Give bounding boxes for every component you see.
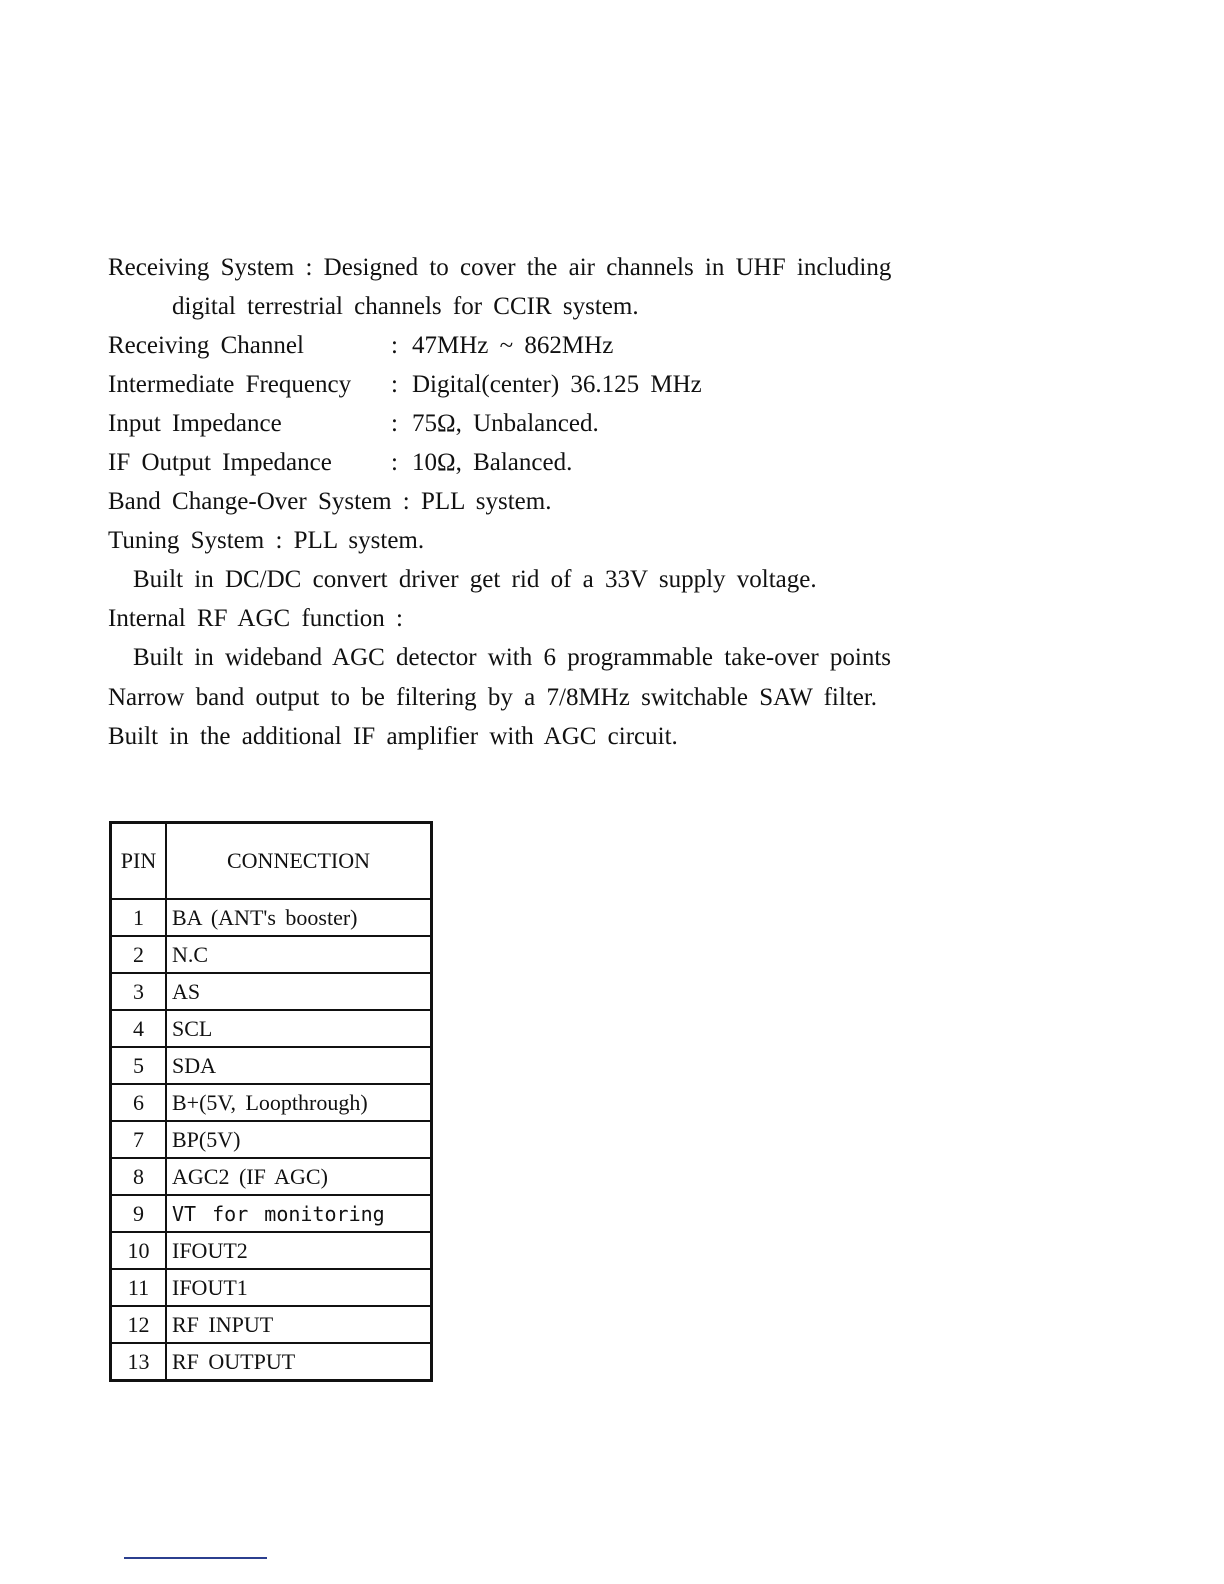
pin-connection: N.C bbox=[166, 936, 432, 973]
receiving-system-label: Receiving System : bbox=[108, 254, 313, 281]
table-row bbox=[111, 1010, 432, 1047]
pin-number: 1 bbox=[111, 899, 167, 936]
band-changeover-line: Band Change-Over System : PLL system. bbox=[108, 488, 552, 515]
table-row bbox=[111, 936, 432, 973]
table-row bbox=[111, 1195, 432, 1232]
pin-connection: AS bbox=[166, 973, 432, 1010]
pin-number: 13 bbox=[111, 1343, 167, 1381]
pin-connection: AGC2 (IF AGC) bbox=[166, 1158, 432, 1195]
receiving-channel-value: 47MHz ~ 862MHz bbox=[412, 332, 614, 359]
input-impedance-colon: : bbox=[391, 410, 398, 437]
intermediate-frequency-line bbox=[108, 365, 702, 404]
receiving-channel-colon: : bbox=[391, 332, 398, 359]
pin-connection: SCL bbox=[166, 1010, 432, 1047]
table-row bbox=[111, 1343, 432, 1381]
pin-number: 10 bbox=[111, 1232, 167, 1269]
additional-if-line: Built in the additional IF amplifier with AGC circuit. bbox=[108, 723, 678, 750]
pin-connection: B+(5V, Loopthrough) bbox=[166, 1084, 432, 1121]
table-row bbox=[111, 1121, 432, 1158]
table-row bbox=[111, 1158, 432, 1195]
pin-number: 11 bbox=[111, 1269, 167, 1306]
tuning-system-line: Tuning System : PLL system. bbox=[108, 527, 425, 554]
input-impedance-line bbox=[108, 404, 599, 443]
footnote-divider bbox=[124, 1557, 267, 1559]
receiving-system-text: Designed to cover the air channels in UHF including bbox=[323, 254, 892, 281]
pin-number: 9 bbox=[111, 1195, 167, 1232]
wideband-agc-line: Built in wideband AGC detector with 6 programmable take-over points bbox=[133, 644, 892, 671]
pin-connection: IFOUT1 bbox=[166, 1269, 432, 1306]
input-impedance-label: Input Impedance bbox=[108, 410, 282, 437]
pin-number: 5 bbox=[111, 1047, 167, 1084]
table-row bbox=[111, 1047, 432, 1084]
receiving-system-continuation: digital terrestrial channels for CCIR system. bbox=[172, 293, 639, 320]
pin-connection: BP(5V) bbox=[166, 1121, 432, 1158]
narrow-band-line: Narrow band output to be filtering by a 7/8MHz switchable SAW filter. bbox=[108, 684, 878, 711]
if-output-impedance-line bbox=[108, 443, 573, 482]
pin-number: 2 bbox=[111, 936, 167, 973]
intermediate-frequency-value: Digital(center) 36.125 MHz bbox=[412, 371, 702, 398]
table-row bbox=[111, 1269, 432, 1306]
pin-number: 4 bbox=[111, 1010, 167, 1047]
table-row bbox=[111, 1306, 432, 1343]
table-row bbox=[111, 1084, 432, 1121]
pin-number: 7 bbox=[111, 1121, 167, 1158]
table-row bbox=[111, 1232, 432, 1269]
pin-number: 12 bbox=[111, 1306, 167, 1343]
header-connection: CONNECTION bbox=[166, 823, 432, 900]
table-header-row bbox=[111, 823, 432, 900]
pin-connection: VT for monitoring bbox=[166, 1195, 432, 1232]
pin-connection: IFOUT2 bbox=[166, 1232, 432, 1269]
pin-connection: RF OUTPUT bbox=[166, 1343, 432, 1381]
pin-connection: BA (ANT's booster) bbox=[166, 899, 432, 936]
if-output-impedance-label: IF Output Impedance bbox=[108, 449, 332, 476]
receiving-channel-label: Receiving Channel bbox=[108, 332, 304, 359]
receiving-system-line bbox=[108, 248, 891, 287]
pin-number: 8 bbox=[111, 1158, 167, 1195]
input-impedance-value: 75Ω, Unbalanced. bbox=[412, 410, 599, 437]
table-row bbox=[111, 899, 432, 936]
pin-connection: RF INPUT bbox=[166, 1306, 432, 1343]
dcdc-note-line: Built in DC/DC convert driver get rid of a 33V supply voltage. bbox=[133, 566, 817, 593]
intermediate-frequency-colon: : bbox=[391, 371, 398, 398]
if-output-impedance-value: 10Ω, Balanced. bbox=[412, 449, 573, 476]
if-output-impedance-colon: : bbox=[391, 449, 398, 476]
header-pin: PIN bbox=[111, 823, 167, 900]
intermediate-frequency-label: Intermediate Frequency bbox=[108, 371, 352, 398]
table-row bbox=[111, 973, 432, 1010]
pin-connection-table bbox=[109, 821, 433, 1382]
pin-number: 6 bbox=[111, 1084, 167, 1121]
receiving-channel-line bbox=[108, 326, 614, 365]
pin-connection: SDA bbox=[166, 1047, 432, 1084]
internal-agc-line: Internal RF AGC function : bbox=[108, 605, 403, 632]
pin-number: 3 bbox=[111, 973, 167, 1010]
